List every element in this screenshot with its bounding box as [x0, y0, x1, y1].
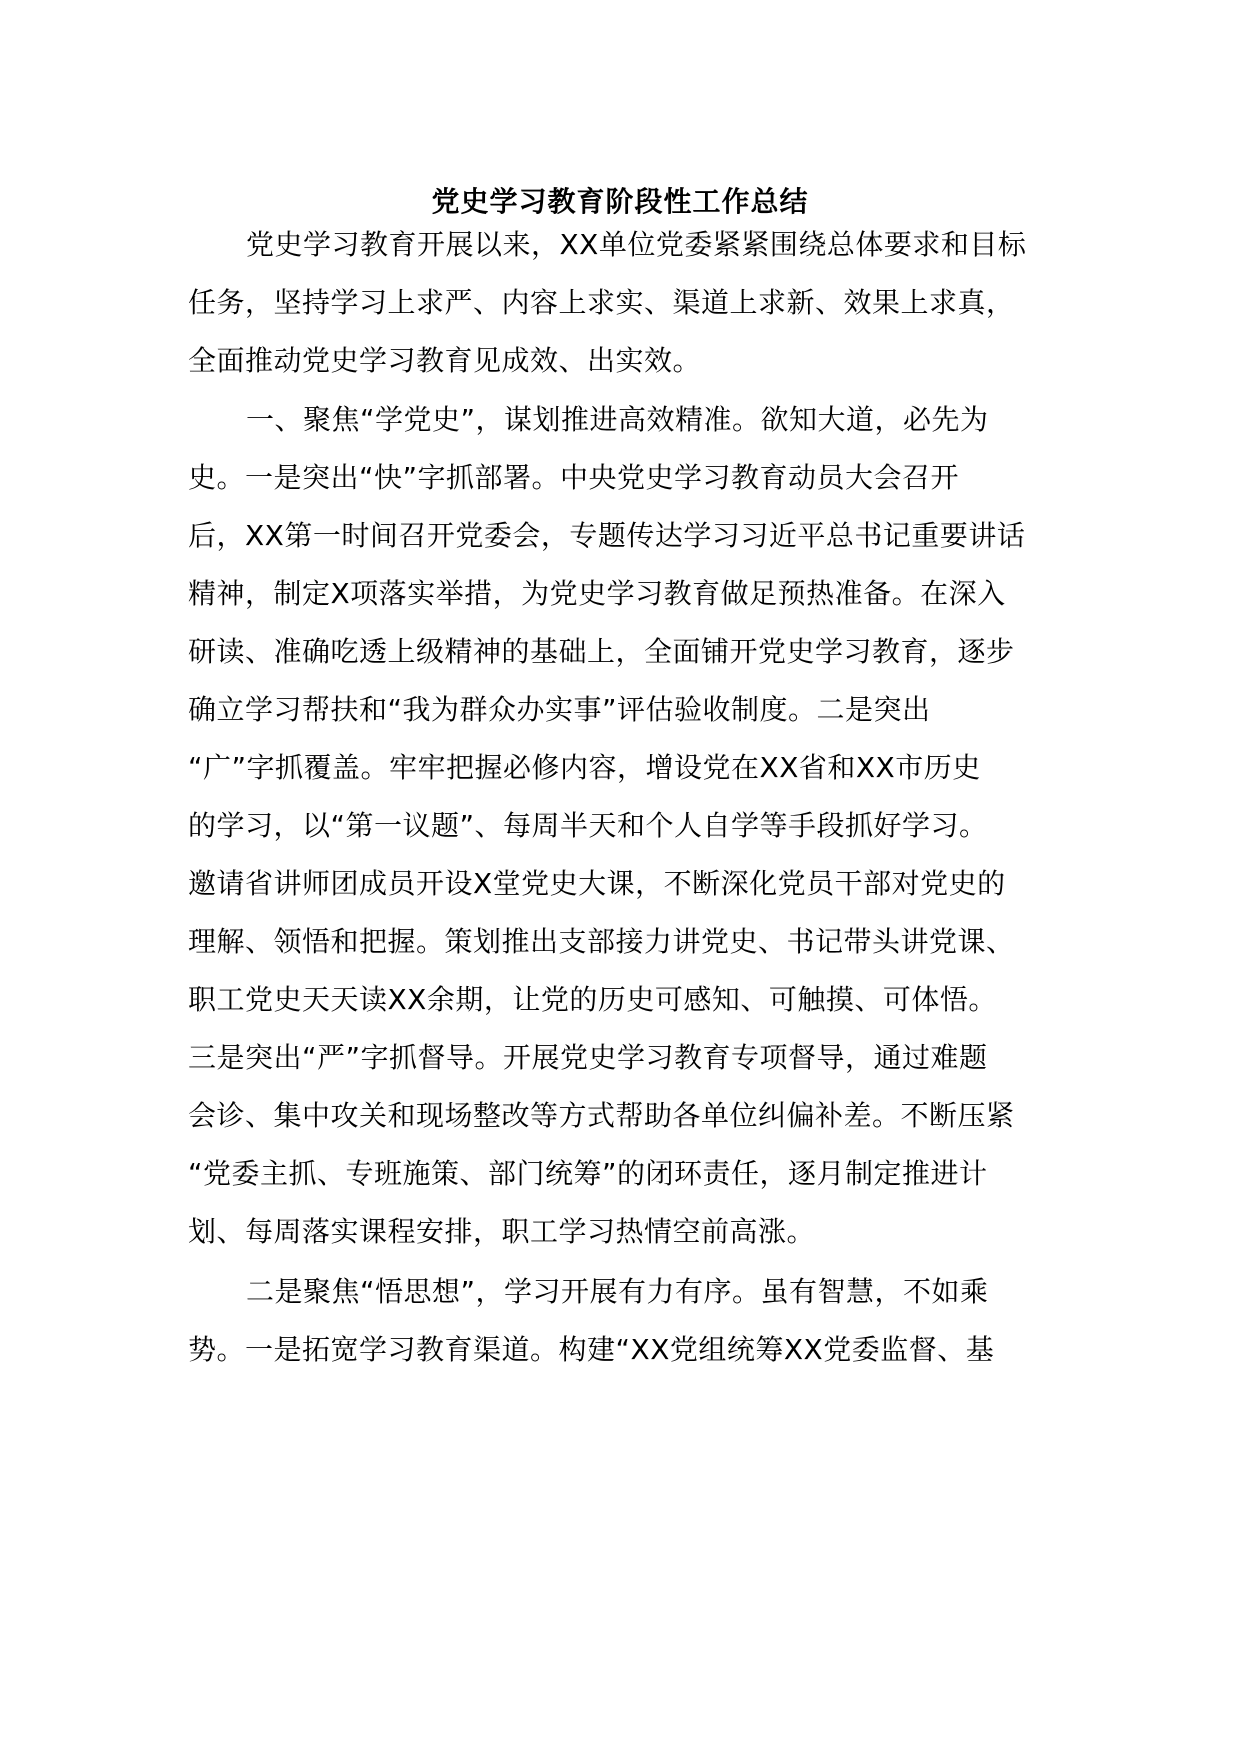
body-line: 全面推动党史学习教育见成效、出实效。	[188, 344, 702, 377]
document-title: 党史学习教育阶段性工作总结	[431, 185, 809, 218]
body-line: 一、聚焦“学党史”，谋划推进高效精准。欲知大道，必先为	[246, 403, 989, 436]
body-line: 任务，坚持学习上求严、内容上求实、渠道上求新、效果上求真，	[188, 286, 1015, 319]
body-line: 理解、领悟和把握。策划推出支部接力讲党史、书记带头讲党课、	[188, 925, 1015, 958]
body-line: “党委主抓、专班施策、部门统筹”的闭环责任，逐月制定推进计	[188, 1157, 988, 1190]
body-line: 划、每周落实课程安排，职工学习热情空前高涨。	[188, 1215, 816, 1248]
body-line: 二是聚焦“悟思想”，学习开展有力有序。虽有智慧，不如乘	[246, 1275, 989, 1308]
body-line: 确立学习帮扶和“我为群众办实事”评估验收制度。二是突出	[188, 693, 931, 726]
body-line: 党史学习教育开展以来，XX单位党委紧紧围绕总体要求和目标	[246, 228, 1027, 261]
body-line: 的学习，以“第一议题”、每周半天和个人自学等手段抓好学习。	[188, 809, 988, 842]
body-line: 会诊、集中攻关和现场整改等方式帮助各单位纠偏补差。不断压紧	[188, 1099, 1015, 1132]
body-line: 史。一是突出“快”字抓部署。中央党史学习教育动员大会召开	[188, 461, 960, 494]
body-line: 职工党史天天读XX余期，让党的历史可感知、可触摸、可体悟。	[188, 983, 997, 1016]
body-line: 势。一是拓宽学习教育渠道。构建“XX党组统筹XX党委监督、基	[188, 1333, 995, 1366]
body-line: 三是突出“严”字抓督导。开展党史学习教育专项督导，通过难题	[188, 1041, 988, 1074]
body-line: 邀请省讲师团成员开设X堂党史大课，不断深化党员干部对党史的	[188, 867, 1006, 900]
body-line: 后，XX第一时间召开党委会，专题传达学习习近平总书记重要讲话	[188, 519, 1026, 552]
body-line: “广”字抓覆盖。牢牢把握必修内容，增设党在XX省和XX市历史	[188, 751, 981, 784]
body-line: 研读、准确吃透上级精神的基础上，全面铺开党史学习教育，逐步	[188, 635, 1015, 668]
body-line: 精神，制定X项落实举措，为党史学习教育做足预热准备。在深入	[188, 577, 1006, 610]
